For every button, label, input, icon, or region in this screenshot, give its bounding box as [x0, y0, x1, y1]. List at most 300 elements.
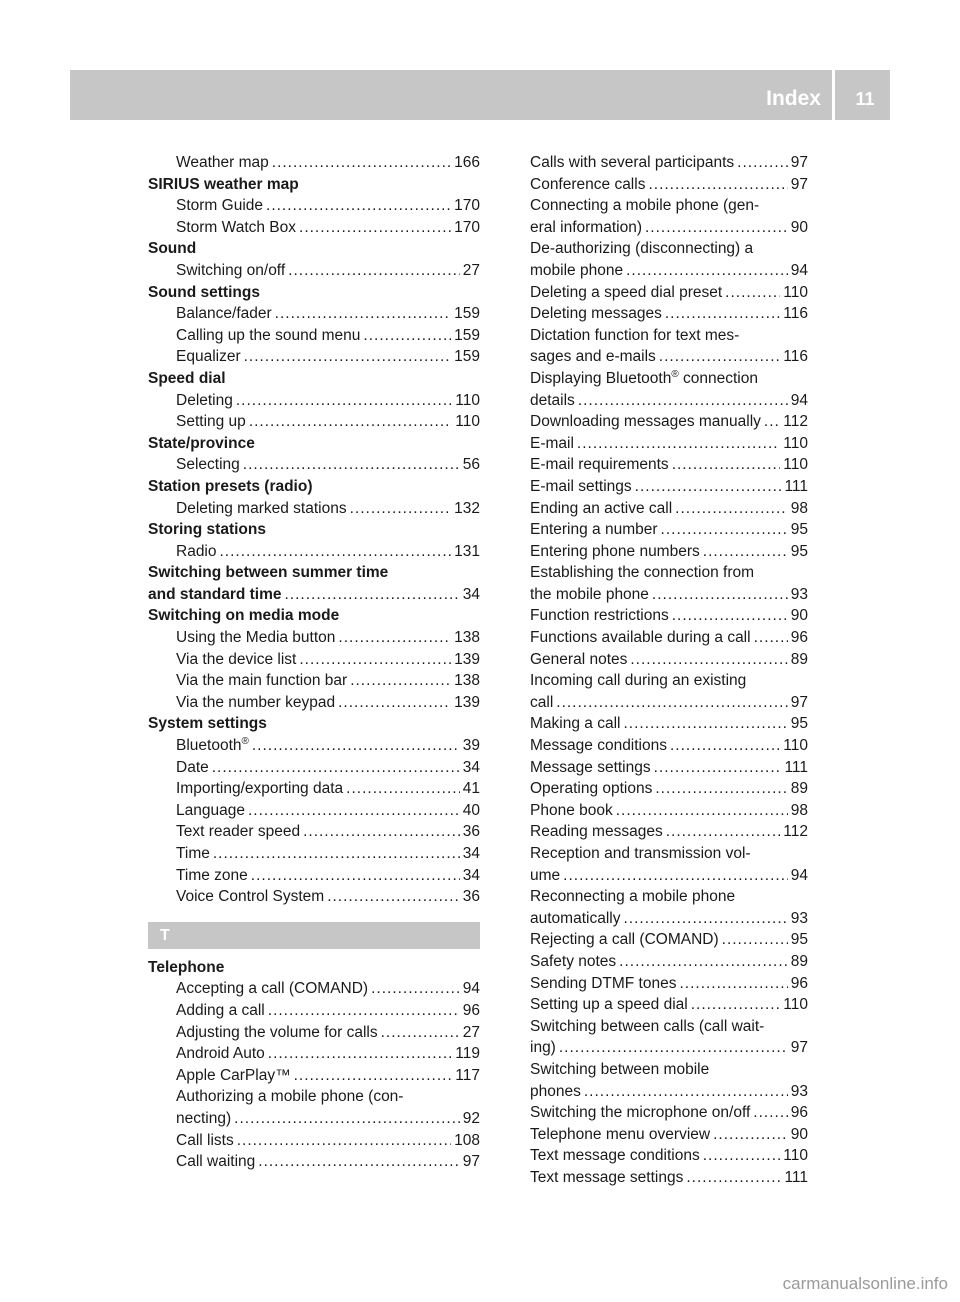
index-entry-text [530, 152, 734, 174]
page-ref: 159 [454, 305, 480, 323]
index-entry-text [176, 346, 241, 368]
index-entry-text [176, 670, 347, 692]
index-entry [148, 1108, 480, 1130]
entry-label: Setting up [176, 413, 246, 431]
index-entry-text [176, 865, 248, 887]
index-entry-text [530, 454, 669, 476]
entry-label: General notes [530, 650, 628, 668]
index-entry [148, 649, 480, 671]
entry-label: ume [530, 866, 561, 884]
page-ref: 34 [462, 866, 480, 884]
index-entry-text [530, 778, 652, 800]
dot-leader [338, 692, 451, 714]
index-entry [530, 1016, 808, 1038]
page-ref: 96 [790, 974, 808, 992]
page-ref: 90 [790, 607, 808, 625]
index-entry-text [176, 260, 285, 282]
index-entry [148, 821, 480, 843]
entry-label: Language [176, 801, 245, 819]
page-ref: 131 [454, 542, 480, 560]
index-entry-text [530, 217, 642, 239]
index-heading-text: Sound [148, 240, 197, 258]
index-entry [148, 1130, 480, 1152]
page-ref: 34 [462, 758, 480, 776]
page-ref: 56 [462, 456, 480, 474]
entry-label: and standard time [148, 585, 282, 603]
dot-leader [703, 541, 788, 563]
index-entry-text [530, 346, 656, 368]
page-ref: 170 [454, 218, 480, 236]
entry-label: Dictation function for text mes- [530, 326, 740, 344]
page-ref: 96 [462, 1001, 480, 1019]
page-ref: 36 [462, 823, 480, 841]
index-entry-text [530, 282, 722, 304]
page-ref: 138 [454, 629, 480, 647]
entry-label-cont: connection [678, 369, 758, 387]
entry-label: Storm Watch Box [176, 218, 297, 236]
entry-label: ing) [530, 1039, 556, 1057]
dot-leader [327, 886, 460, 908]
index-entry-text [176, 978, 368, 1000]
index-entry [148, 584, 480, 606]
index-entry [530, 282, 808, 304]
page-ref: 97 [462, 1153, 480, 1171]
index-entry [530, 562, 808, 584]
dot-leader [559, 1037, 788, 1059]
dot-leader [237, 1130, 451, 1152]
entry-label: Apple CarPlay™ [176, 1066, 291, 1084]
index-entry-text [530, 843, 751, 865]
entry-label: Deleting messages [530, 305, 662, 323]
index-heading [148, 368, 480, 390]
index-entry [148, 1000, 480, 1022]
index-heading [148, 605, 480, 627]
dot-leader [234, 1108, 460, 1130]
entry-label: Text reader speed [176, 823, 301, 841]
index-entry-text [530, 195, 759, 217]
registered-mark: ® [671, 368, 679, 380]
index-entry-text [530, 519, 658, 541]
page-ref: 139 [454, 693, 480, 711]
index-entry [530, 303, 808, 325]
dot-leader [753, 1102, 787, 1124]
index-entry-text [530, 368, 758, 390]
entry-label: Phone book [530, 801, 613, 819]
index-entry [530, 433, 808, 455]
index-entry [530, 865, 808, 887]
index-group-telephone-cont [530, 152, 808, 1189]
index-entry [530, 670, 808, 692]
entry-label: Voice Control System [176, 888, 325, 906]
page-ref: 98 [790, 801, 808, 819]
dot-leader [654, 757, 782, 779]
entry-label: Establishing the connection from [530, 564, 755, 582]
index-entry-text [530, 1037, 556, 1059]
index-entry [148, 800, 480, 822]
index-entry [148, 454, 480, 476]
entry-label: phones [530, 1082, 581, 1100]
entry-label: Message settings [530, 758, 651, 776]
index-entry-text [176, 1043, 265, 1065]
entry-label: Conference calls [530, 175, 646, 193]
entry-label: Deleting a speed dial preset [530, 283, 723, 301]
dot-leader [670, 735, 780, 757]
entry-label: Deleting marked stations [176, 499, 347, 517]
dot-leader [713, 1124, 788, 1146]
index-entry [148, 627, 480, 649]
index-entry [148, 325, 480, 347]
index-entry-text [176, 541, 217, 563]
index-group-t [148, 957, 480, 1173]
index-entry-text [530, 1167, 683, 1189]
entry-label: necting) [176, 1109, 232, 1127]
dot-leader [652, 584, 788, 606]
index-entry-text [530, 929, 719, 951]
index-entry-text [530, 951, 616, 973]
index-entry [530, 238, 808, 260]
page-ref: 139 [454, 650, 480, 668]
index-entry-text [176, 454, 240, 476]
page-ref: 40 [462, 801, 480, 819]
registered-mark: ® [241, 735, 249, 747]
entry-label: Setting up a speed dial [530, 996, 688, 1014]
index-entry-text [530, 713, 620, 735]
index-heading-text: Telephone [148, 958, 225, 976]
index-entry [530, 951, 808, 973]
entry-label: Adjusting the volume for calls [176, 1023, 378, 1041]
page-ref: 90 [790, 1125, 808, 1143]
page-ref: 41 [462, 780, 480, 798]
page-ref: 94 [790, 391, 808, 409]
dot-leader [251, 865, 460, 887]
index-entry-text [176, 1000, 265, 1022]
dot-leader [371, 978, 460, 1000]
index-entry [530, 1037, 808, 1059]
header-divider [832, 70, 835, 120]
index-heading-text: Switching on media mode [148, 607, 340, 625]
entry-label: the mobile phone [530, 585, 649, 603]
dot-leader [299, 217, 451, 239]
index-entry-text [530, 238, 753, 260]
page-ref: 89 [790, 650, 808, 668]
page-ref: 108 [454, 1131, 480, 1149]
entry-label: Text message settings [530, 1168, 684, 1186]
dot-leader [350, 498, 452, 520]
index-entry [148, 260, 480, 282]
dot-leader [268, 1043, 453, 1065]
index-entry-text [530, 1081, 581, 1103]
index-entry-text [176, 390, 233, 412]
page-ref: 93 [790, 909, 808, 927]
entry-label: Via the device list [176, 650, 297, 668]
index-entry [530, 174, 808, 196]
index-entry-text [530, 325, 739, 347]
page-ref: 94 [462, 980, 480, 998]
dot-leader [563, 865, 788, 887]
entry-label: Importing/exporting data [176, 780, 344, 798]
dot-leader [635, 476, 782, 498]
index-entry-text [530, 908, 620, 930]
index-entry-text [176, 411, 246, 433]
dot-leader [725, 282, 780, 304]
dot-leader [244, 346, 452, 368]
index-entry [530, 843, 808, 865]
index-heading-text: Speed dial [148, 369, 226, 387]
index-entry [530, 454, 808, 476]
dot-leader [363, 325, 451, 347]
entry-label: Android Auto [176, 1045, 265, 1063]
index-heading [148, 519, 480, 541]
page-ref: 111 [784, 477, 808, 495]
dot-leader [346, 778, 460, 800]
entry-label: Switching between calls (call wait- [530, 1017, 765, 1035]
index-entry [148, 692, 480, 714]
index-entry [148, 670, 480, 692]
dot-leader [722, 929, 788, 951]
entry-label: Reconnecting a mobile phone [530, 888, 736, 906]
index-heading [148, 562, 480, 584]
index-entry-text [530, 973, 676, 995]
index-entry [148, 1065, 480, 1087]
index-entry-text [176, 1151, 255, 1173]
entry-label: Selecting [176, 456, 240, 474]
entry-label: Using the Media button [176, 629, 336, 647]
index-entry-text [530, 605, 669, 627]
entry-label: Entering phone numbers [530, 542, 700, 560]
entry-label: mobile phone [530, 261, 624, 279]
index-entry [148, 757, 480, 779]
page-ref: 90 [790, 218, 808, 236]
index-entry-text [530, 1059, 709, 1081]
page-ref: 116 [783, 348, 808, 366]
index-entry [530, 346, 808, 368]
index-entry [148, 152, 480, 174]
index-entry-text [176, 1022, 378, 1044]
index-entry-text [176, 692, 335, 714]
index-entry [530, 260, 808, 282]
index-entry-text [176, 325, 360, 347]
index-entry-text [530, 1102, 750, 1124]
index-entry [148, 978, 480, 1000]
index-entry-text [530, 692, 553, 714]
dot-leader [703, 1145, 781, 1167]
entry-label: Calls with several participants [530, 154, 735, 171]
index-entry-text [530, 584, 649, 606]
index-entry [148, 865, 480, 887]
entry-label: Sending DTMF tones [530, 974, 677, 992]
page-ref: 96 [790, 1104, 808, 1122]
index-entry [530, 605, 808, 627]
index-entry [148, 1022, 480, 1044]
index-entry-text [176, 757, 209, 779]
entry-label: E-mail settings [530, 477, 632, 495]
entry-label: Reception and transmission vol- [530, 845, 751, 862]
dot-leader [212, 757, 460, 779]
dot-leader [381, 1022, 460, 1044]
entry-label: Call lists [176, 1131, 234, 1149]
entry-label: Making a call [530, 715, 621, 733]
entry-label: Adding a call [176, 1001, 265, 1019]
page-ref: 110 [783, 283, 808, 301]
dot-leader [275, 303, 451, 325]
page-ref: 97 [790, 693, 808, 711]
dot-leader [659, 346, 780, 368]
dot-leader [556, 692, 787, 714]
index-entry-text [148, 584, 282, 606]
dot-leader [272, 152, 451, 174]
dot-leader [616, 800, 788, 822]
page-ref: 117 [455, 1066, 480, 1084]
dot-leader [665, 303, 780, 325]
dot-leader [577, 433, 780, 455]
dot-leader [266, 195, 451, 217]
index-entry [148, 541, 480, 563]
index-entry-text [176, 821, 300, 843]
index-entry-text [176, 886, 324, 908]
dot-leader [350, 670, 451, 692]
dot-leader [754, 627, 788, 649]
index-entry [530, 411, 808, 433]
dot-leader [672, 605, 788, 627]
index-entry-text [530, 821, 663, 843]
page-ref: 138 [454, 672, 480, 690]
index-entry [530, 152, 808, 174]
index-entry [148, 217, 480, 239]
index-entry-text [176, 1130, 234, 1152]
index-heading [148, 238, 480, 260]
dot-leader [236, 390, 452, 412]
dot-leader [299, 649, 451, 671]
dot-leader [248, 800, 460, 822]
index-entry [530, 1167, 808, 1189]
dot-leader [294, 1065, 453, 1087]
entry-label: Time [176, 845, 210, 862]
index-heading-text: Station presets (radio) [148, 477, 313, 495]
entry-label: Radio [176, 542, 217, 560]
index-entry [148, 303, 480, 325]
entry-label: Text message conditions [530, 1147, 700, 1165]
index-entry-text [530, 994, 688, 1016]
index-entry [530, 1102, 808, 1124]
page-ref: 110 [455, 391, 480, 409]
page-ref: 97 [790, 154, 808, 171]
index-heading [148, 713, 480, 735]
entry-label: eral information) [530, 218, 642, 236]
dot-leader [288, 260, 460, 282]
page-ref: 116 [783, 305, 808, 323]
index-entry [530, 886, 808, 908]
entry-label: Downloading messages manually [530, 413, 761, 431]
entry-label: Bluetooth [176, 737, 242, 755]
index-entry [530, 217, 808, 239]
page-ref: 92 [462, 1109, 480, 1127]
index-group-s [148, 152, 480, 908]
entry-label: Accepting a call (COMAND) [176, 980, 369, 998]
index-entry-text [530, 757, 651, 779]
index-entry-text [530, 411, 761, 433]
index-heading-text: SIRIUS weather map [148, 175, 299, 193]
entry-label: Switching between mobile [530, 1060, 710, 1078]
entry-label: Authorizing a mobile phone (con- [176, 1088, 404, 1106]
page-ref: 110 [455, 413, 480, 431]
entry-label: Safety notes [530, 952, 617, 970]
index-entry-text [176, 735, 249, 757]
index-entry-text [176, 195, 263, 217]
page-ref: 97 [790, 1039, 808, 1057]
page-ref: 94 [790, 866, 808, 884]
entry-label: E-mail [530, 434, 574, 452]
entry-label: Switching on/off [176, 261, 286, 279]
entry-label: Balance/fader [176, 305, 272, 323]
index-entry-text [530, 562, 754, 584]
entry-label: Via the number keypad [176, 693, 336, 711]
index-entry [530, 325, 808, 347]
index-column-right [530, 152, 808, 1189]
page-ref: 110 [783, 996, 808, 1014]
dot-leader [249, 411, 452, 433]
index-entry-text [176, 1108, 231, 1130]
page-ref: 94 [790, 261, 808, 279]
entry-label: Calling up the sound menu [176, 326, 361, 344]
entry-label: Telephone menu overview [530, 1125, 711, 1143]
index-heading-text: Switching between summer time [148, 564, 389, 582]
index-entry [530, 627, 808, 649]
page-ref: 110 [783, 434, 808, 452]
page-ref: 110 [783, 456, 808, 474]
index-entry-text [530, 433, 574, 455]
index-entry [530, 908, 808, 930]
entry-label: Incoming call during an existing [530, 672, 747, 690]
index-entry [530, 994, 808, 1016]
index-entry [530, 519, 808, 541]
index-entry [530, 498, 808, 520]
index-entry [148, 411, 480, 433]
index-entry [530, 973, 808, 995]
index-entry [530, 1081, 808, 1103]
index-entry-text [530, 670, 746, 692]
index-heading-text: Storing stations [148, 521, 266, 539]
index-entry-text [530, 303, 662, 325]
dot-leader [764, 411, 780, 433]
page-ref: 97 [790, 175, 808, 193]
dot-leader [623, 713, 787, 735]
page-ref: 89 [790, 952, 808, 970]
index-entry [530, 735, 808, 757]
index-entry [148, 843, 480, 865]
index-entry [530, 757, 808, 779]
page-ref: 36 [462, 888, 480, 906]
page-ref: 93 [790, 585, 808, 603]
index-entry [148, 498, 480, 520]
dot-leader [661, 519, 788, 541]
page-ref: 89 [790, 780, 808, 798]
index-entry [148, 390, 480, 412]
page-ref: 132 [454, 499, 480, 517]
index-entry-text [530, 1016, 764, 1038]
entry-label: Rejecting a call (COMAND) [530, 931, 719, 949]
dot-leader [648, 174, 787, 196]
dot-leader [626, 260, 788, 282]
entry-label: Switching the microphone on/off [530, 1104, 751, 1122]
index-entry-text [530, 1124, 710, 1146]
index-heading [148, 282, 480, 304]
entry-label: details [530, 391, 575, 409]
entry-label: Equalizer [176, 348, 241, 366]
index-entry-text [176, 303, 272, 325]
index-entry-text [530, 735, 667, 757]
index-entry-text [176, 649, 296, 671]
page-ref: 95 [790, 542, 808, 560]
